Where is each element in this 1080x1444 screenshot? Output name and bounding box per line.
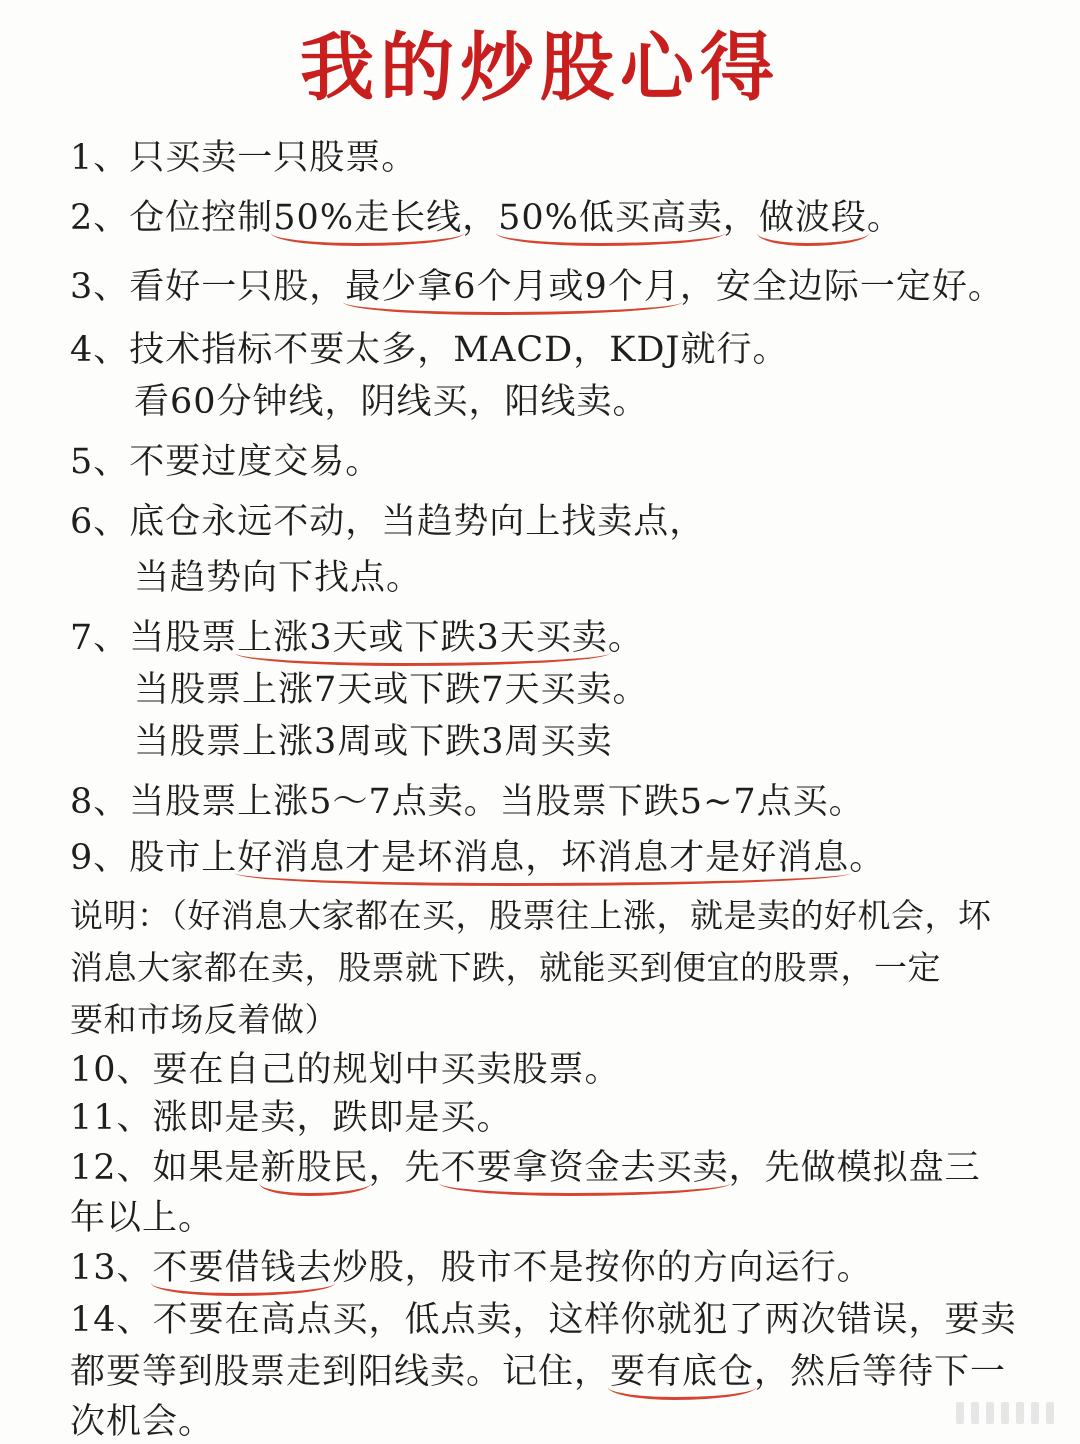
line-text: 7、当股票 [70, 618, 238, 658]
line-3 [70, 265, 1004, 309]
line-11 [134, 720, 613, 764]
line-7 [70, 500, 705, 544]
underlined-text: 不要借钱去 [152, 1248, 333, 1288]
line-text: 消息大家都在卖，股票就下跌，就能买到便宜的股票，一定 [70, 948, 941, 987]
underlined-text: 50%低买高卖 [498, 198, 723, 238]
line-text: 说明：（好消息大家都在买，股票往上涨，就是卖的好机会，坏 [70, 896, 992, 935]
line-text: 都要等到股票走到阳线卖。记住， [70, 1352, 611, 1392]
line-13 [70, 836, 885, 880]
line-text: 3、看好一只股， [70, 267, 346, 307]
underlined-text: 做波段 [758, 198, 867, 238]
line-text: 1、只买卖一只股票。 [70, 138, 418, 178]
underlined-text: 50%走长线 [273, 198, 463, 238]
line-18 [70, 1096, 513, 1140]
page-title: 我的炒股心得 [300, 25, 780, 111]
line-2 [70, 196, 903, 240]
underlined-text: 好消息才是坏消息，坏消息才是好消息 [237, 838, 850, 878]
line-19 [70, 1146, 981, 1190]
line-text: 。 [849, 838, 886, 878]
line-text: ， [462, 198, 499, 238]
line-text: 6、底仓永远不动，当趋势向上找卖点， [70, 502, 706, 542]
underlined-text: 要有底仓 [610, 1352, 755, 1392]
line-text: 5、不要过度交易。 [70, 442, 382, 482]
line-text: ，然后等待下一 [754, 1352, 1007, 1392]
watermark-bars [956, 1402, 1054, 1424]
line-text: 8、当股票上涨5～7点卖。当股票下跌5~7点买。 [70, 782, 865, 822]
line-text: 。 [607, 618, 644, 658]
underlined-text: 不要拿资金去买卖 [440, 1148, 729, 1188]
line-text: 炒股，股市不是按你的方向运行。 [332, 1248, 873, 1288]
line-text: 9、股市上 [70, 838, 238, 878]
line-text: 当股票上涨3周或下跌3周买卖 [134, 722, 613, 762]
line-text: ，先做模拟盘三 [728, 1148, 981, 1188]
line-text: 4、技术指标不要太多，MACD，KDJ就行。 [70, 330, 789, 370]
line-12 [70, 780, 865, 824]
line-4 [70, 328, 788, 372]
line-text: 10、要在自己的规划中买卖股票。 [70, 1050, 621, 1090]
line-text: ， [722, 198, 759, 238]
line-23 [70, 1350, 1006, 1394]
line-15 [70, 946, 941, 990]
line-24 [70, 1400, 214, 1444]
underlined-text: 最少拿6个月或9个月 [345, 267, 680, 307]
line-16 [70, 998, 338, 1042]
line-text: 13、 [70, 1248, 153, 1288]
line-5 [134, 380, 649, 424]
line-text: 12、如果是 [70, 1148, 261, 1188]
line-text: 11、涨即是卖，跌即是买。 [70, 1098, 513, 1138]
line-10 [134, 668, 649, 712]
line-1 [70, 136, 417, 180]
line-text: ，先 [368, 1148, 441, 1188]
line-6 [70, 440, 381, 484]
line-14 [70, 894, 992, 938]
underlined-text: 新股民 [260, 1148, 369, 1188]
line-text: 2、仓位控制 [70, 198, 274, 238]
line-text: 当趋势向下找点。 [134, 558, 423, 598]
line-21 [70, 1246, 873, 1290]
line-8 [134, 556, 422, 600]
line-22 [70, 1298, 1017, 1342]
line-17 [70, 1048, 621, 1092]
line-text: 次机会。 [70, 1402, 215, 1442]
line-20 [70, 1196, 214, 1240]
line-text: 要和市场反着做） [70, 1000, 338, 1039]
line-9 [70, 616, 644, 660]
line-text: ，安全边际一定好。 [679, 267, 1004, 307]
line-text: 年以上。 [70, 1198, 215, 1238]
underlined-text: 上涨3天或下跌3天买卖 [237, 618, 608, 658]
line-text: 当股票上涨7天或下跌7天买卖。 [134, 670, 649, 710]
line-text: 看60分钟线，阴线买，阳线卖。 [134, 382, 649, 422]
line-text: 14、不要在高点买，低点卖，这样你就犯了两次错误，要卖 [70, 1300, 1017, 1340]
line-text: 。 [866, 198, 903, 238]
